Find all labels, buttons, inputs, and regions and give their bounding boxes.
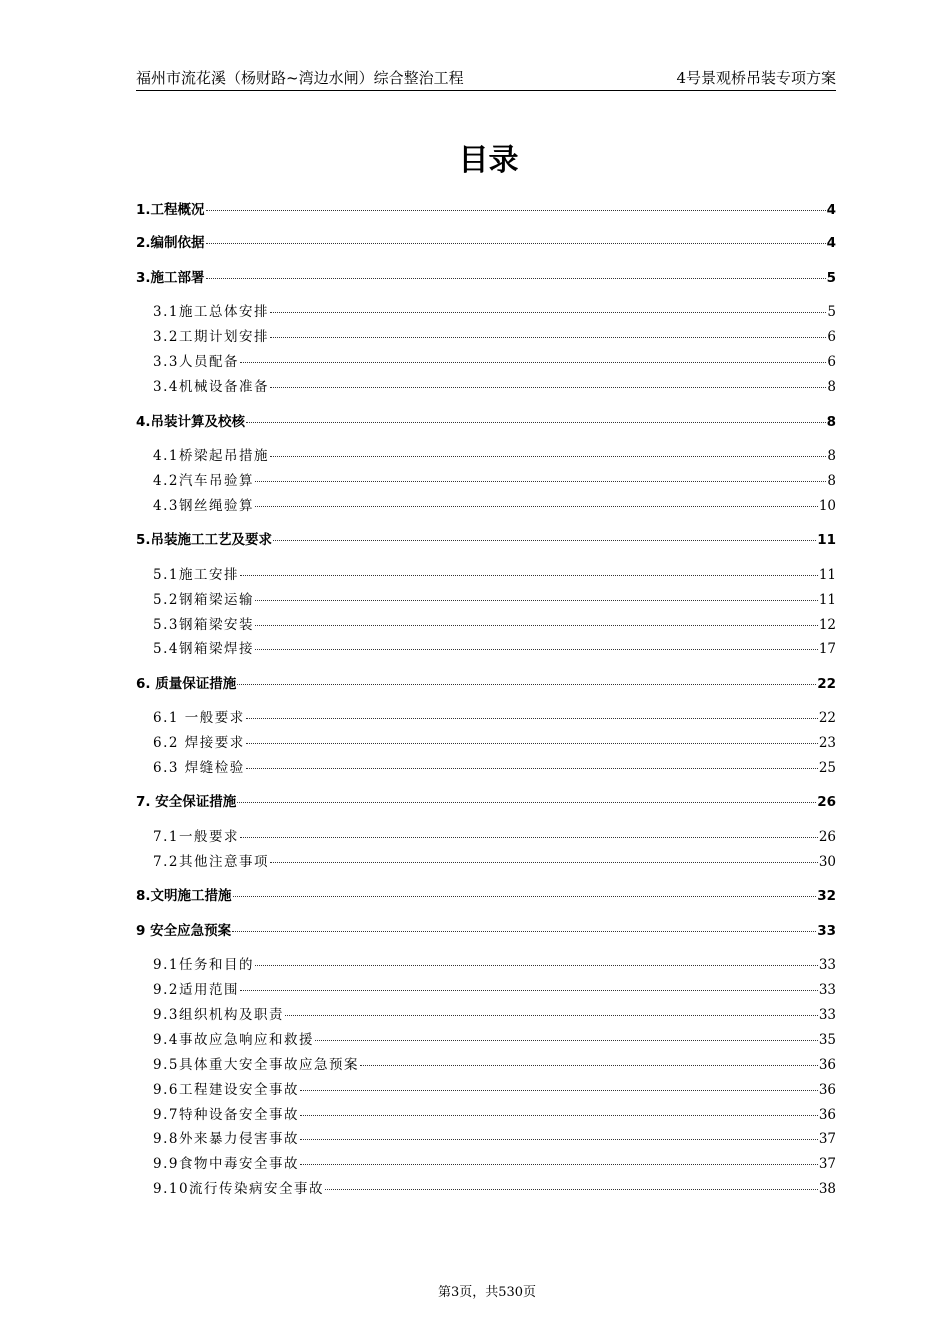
toc-dot-leader [240,978,818,991]
toc-chapter-entry[interactable] [136,231,836,251]
toc-dot-leader [246,706,818,719]
toc-dot-leader [255,469,826,482]
toc-dot-leader [255,637,818,650]
toc-entry-page-number: 33 [818,1007,836,1023]
toc-dot-leader [300,1127,818,1140]
toc-entry-page-number: 22 [818,710,836,726]
toc-entry-page-number: 30 [818,854,836,870]
toc-entry-page-number: 12 [818,617,836,633]
toc-chapter-entry[interactable] [136,884,836,904]
toc-section-entry[interactable] [153,325,836,345]
toc-entry-label: 5.吊装施工工艺及要求 [136,532,273,548]
toc-section-entry[interactable] [153,637,836,657]
toc-section-entry[interactable] [153,1078,836,1098]
toc-entry-page-number: 37 [818,1131,836,1147]
toc-entry-label: 7.2其他注意事项 [153,854,269,870]
toc-section-entry[interactable] [153,300,836,320]
toc-entry-page-number: 36 [818,1057,836,1073]
toc-dot-leader [270,325,826,338]
toc-chapter-entry[interactable] [136,528,836,548]
toc-entry-page-number: 4 [826,235,836,251]
toc-entry-label: 7. 安全保证措施 [136,794,237,810]
toc-entry-page-number: 6 [827,329,836,345]
toc-section-entry[interactable] [153,731,836,751]
toc-dot-leader [206,198,826,211]
toc-section-entry[interactable] [153,1177,836,1197]
toc-chapter-entry[interactable] [136,790,836,810]
toc-entry-label: 5.1施工安排 [153,567,239,583]
toc-section-entry[interactable] [153,706,836,726]
toc-dot-leader [206,266,826,279]
toc-section-entry[interactable] [153,1127,836,1147]
toc-entry-page-number: 11 [818,567,836,583]
toc-section-entry[interactable] [153,563,836,583]
toc-entry-label: 6.3 焊缝检验 [153,760,245,776]
toc-entry-label: 6.1 一般要求 [153,710,245,726]
toc-entry-label: 9.8外来暴力侵害事故 [153,1131,299,1147]
toc-entry-label: 9.2适用范围 [153,982,239,998]
toc-entry-page-number: 8 [826,414,836,430]
toc-entry-page-number: 33 [818,982,836,998]
toc-entry-page-number: 22 [817,676,836,692]
toc-chapter-entry[interactable] [136,919,836,939]
toc-dot-leader [300,1103,818,1116]
toc-dot-leader [255,494,818,507]
toc-entry-label: 9.3组织机构及职责 [153,1007,284,1023]
toc-chapter-entry[interactable] [136,410,836,430]
toc-entry-page-number: 26 [818,829,836,845]
toc-chapter-entry[interactable] [136,266,836,286]
toc-dot-leader [270,300,826,313]
toc-dot-leader [206,231,826,244]
toc-entry-label: 9.1任务和目的 [153,957,254,973]
toc-entry-label: 7.1一般要求 [153,829,239,845]
toc-section-entry[interactable] [153,350,836,370]
toc-dot-leader [255,588,818,601]
toc-dot-leader [240,350,826,363]
toc-entry-label: 3.2工期计划安排 [153,329,269,345]
toc-dot-leader [255,953,818,966]
header-document-name: 4号景观桥吊装专项方案 [676,69,836,87]
toc-entry-label: 3.3人员配备 [153,354,239,370]
toc-dot-leader [285,1003,818,1016]
toc-entry-page-number: 17 [818,641,836,657]
toc-entry-label: 5.3钢箱梁安装 [153,617,254,633]
toc-entry-label: 9.7特种设备安全事故 [153,1107,299,1123]
toc-dot-leader [270,850,818,863]
toc-section-entry[interactable] [153,1103,836,1123]
page-footer: 第3页，共530页 [437,1285,537,1300]
toc-entry-page-number: 8 [827,473,836,489]
toc-section-entry[interactable] [153,444,836,464]
toc-entry-page-number: 5 [827,304,836,320]
toc-entry-label: 3.4机械设备准备 [153,379,269,395]
toc-dot-leader [255,613,818,626]
toc-entry-page-number: 26 [817,794,836,810]
toc-dot-leader [270,444,826,457]
toc-entry-label: 5.4钢箱梁焊接 [153,641,254,657]
toc-dot-leader [246,731,818,744]
toc-section-entry[interactable] [153,1152,836,1172]
toc-section-entry[interactable] [153,1028,836,1048]
toc-dot-leader [240,825,818,838]
toc-entry-page-number: 11 [818,592,836,608]
toc-dot-leader [300,1078,818,1091]
toc-section-entry[interactable] [153,978,836,998]
toc-section-entry[interactable] [153,613,836,633]
toc-chapter-entry[interactable] [136,198,836,218]
toc-dot-leader [232,919,816,932]
toc-section-entry[interactable] [153,850,836,870]
toc-entry-page-number: 37 [818,1156,836,1172]
toc-entry-label: 9.9食物中毒安全事故 [153,1156,299,1172]
toc-entry-label: 4.2汽车吊验算 [153,473,254,489]
toc-dot-leader [233,884,817,897]
toc-dot-leader [237,672,816,685]
toc-entry-page-number: 6 [827,354,836,370]
toc-dot-leader [300,1152,818,1165]
toc-entry-page-number: 11 [817,532,836,548]
toc-entry-page-number: 25 [818,760,836,776]
toc-entry-label: 4.3钢丝绳验算 [153,498,254,514]
toc-section-entry[interactable] [153,375,836,395]
toc-entry-label: 3.施工部署 [136,270,205,286]
toc-entry-page-number: 23 [818,735,836,751]
toc-section-entry[interactable] [153,1003,836,1023]
header-project-name: 福州市流花溪（杨财路~湾边水闸）综合整治工程 [136,69,464,87]
toc-entry-label: 9.4事故应急响应和救援 [153,1032,314,1048]
toc-entry-label: 9.5具体重大安全事故应急预案 [153,1057,359,1073]
toc-section-entry[interactable] [153,825,836,845]
toc-entry-label: 5.2钢箱梁运输 [153,592,254,608]
toc-dot-leader [325,1177,818,1190]
toc-section-entry[interactable] [153,494,836,514]
toc-dot-leader [360,1053,818,1066]
toc-section-entry[interactable] [153,1053,836,1073]
toc-entry-label: 6.2 焊接要求 [153,735,245,751]
toc-chapter-entry[interactable] [136,672,836,692]
toc-section-entry[interactable] [153,756,836,776]
toc-section-entry[interactable] [153,469,836,489]
toc-entry-label: 1.工程概况 [136,202,205,218]
toc-entry-label: 4.吊装计算及校核 [136,414,246,430]
toc-entry-page-number: 4 [826,202,836,218]
toc-entry-page-number: 10 [818,498,836,514]
toc-entry-page-number: 36 [818,1082,836,1098]
toc-entry-label: 9.10流行传染病安全事故 [153,1181,325,1197]
toc-entry-page-number: 38 [818,1181,836,1197]
page-title: 目录 [458,143,519,178]
toc-section-entry[interactable] [153,953,836,973]
toc-entry-label: 4.1桥梁起吊措施 [153,448,269,464]
toc-dot-leader [273,528,816,541]
toc-dot-leader [237,790,816,803]
toc-dot-leader [240,563,818,576]
toc-entry-page-number: 35 [818,1032,836,1048]
toc-dot-leader [315,1028,818,1041]
toc-entry-label: 8.文明施工措施 [136,888,232,904]
toc-dot-leader [246,756,818,769]
toc-section-entry[interactable] [153,588,836,608]
toc-entry-label: 2.编制依据 [136,235,205,251]
toc-entry-label: 9 安全应急预案 [136,923,232,939]
toc-entry-label: 6. 质量保证措施 [136,676,237,692]
toc-entry-label: 9.6工程建设安全事故 [153,1082,299,1098]
toc-entry-page-number: 36 [818,1107,836,1123]
toc-entry-page-number: 8 [827,379,836,395]
toc-dot-leader [270,375,826,388]
toc-entry-page-number: 8 [827,448,836,464]
toc-entry-page-number: 5 [826,270,836,286]
toc-entry-page-number: 32 [817,888,836,904]
toc-entry-page-number: 33 [817,923,836,939]
toc-entry-page-number: 33 [818,957,836,973]
toc-dot-leader [246,410,826,423]
toc-entry-label: 3.1施工总体安排 [153,304,269,320]
